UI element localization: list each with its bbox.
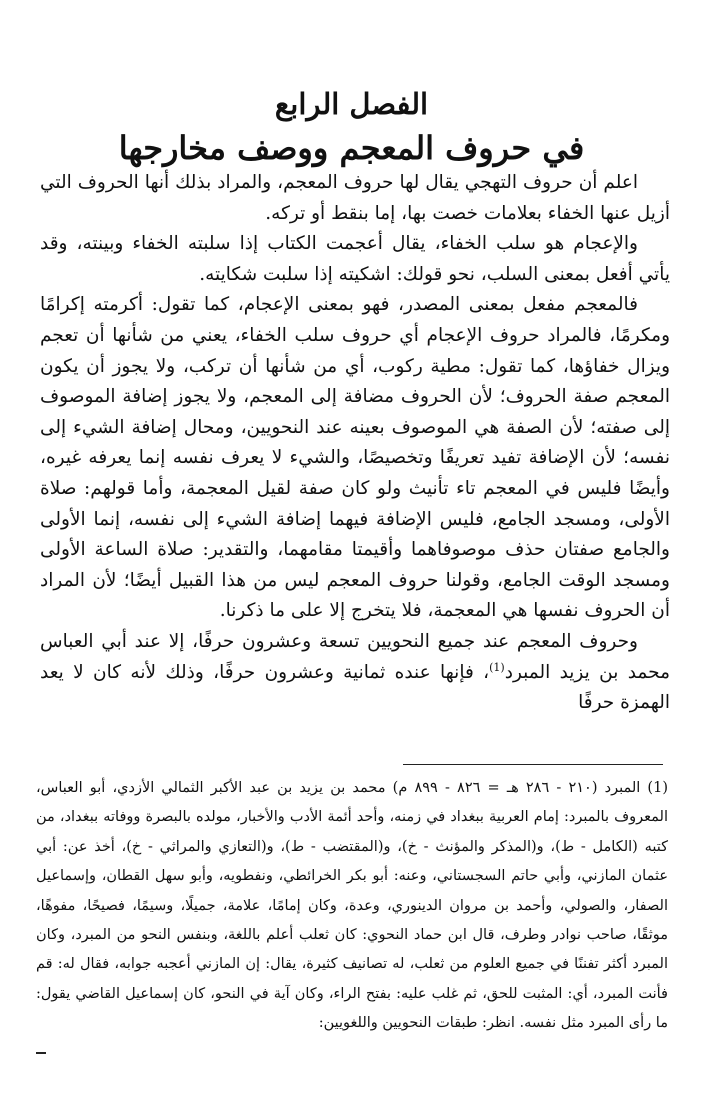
chapter-subtitle: في حروف المعجم ووصف مخارجها [118, 129, 585, 167]
paragraph-2: والإعجام هو سلب الخفاء، يقال أعجمت الكتاب إذا سلبته الخفاء وبينته، وقد يأتي أفعل بمعنى السلب، نحو قولك: اشكيته إذا سلبت شكايته. [40, 233, 670, 285]
footnote-separator [403, 764, 663, 765]
paragraph-4-start: وحروف المعجم عند جميع النحويين تسعة وعشرون حرفًا، إلا عند أبي العباس محمد بن يزيد المبرد [40, 630, 670, 683]
footnote-1: (1) المبرد (٢١٠ - ٢٨٦ هـ = ٨٢٦ - ٨٩٩ م) محمد بن يزيد بن عبد الأكبر الثمالي الأزدي، أبو العباس، المعروف بالمبرد: إمام العربية ببغداد في زمنه، وأحد أئمة الأدب والأخبار، مولده بالبصرة ووفاته ببغداد، من كتبه (الكامل - ط)، و(المذكر والمؤنث - خ)، و(المقتضب - ط)، و(التعازي والمراثي - خ)، أخذ عن: أبي عثمان المازني، وأبي حاتم السجستاني، وعنه: أبو بكر الخرائطي، ونفطويه، وأبو سهل القطان، وإسماعيل الصفار، والصولي، وأحمد بن مروان الدينوري، وعدة، وكان إمامًا، علامة، جميلًا، وسيمًا، فصيحًا، مفوهًا، موثقًا، صاحب نوادر وطرف، قال ابن حماد النحوي: كان ثعلب أعلم باللغة، وبنفس النحو من المبرد، وكان المبرد أكثر تفننًا في جميع العلوم من ثعلب، له تصانيف كثيرة، يقال: إن المازني أعجبه جوابه، فقال له: قم فأنت المبرد، أي: المثبت للحق، ثم غلب عليه: بفتح الراء، وكان آية في النحو، كان إسماعيل القاضي يقول: ما رأى المبرد مثل نفسه. انظر: طبقات النحويين واللغويين: [36, 780, 668, 1032]
main-text [40, 168, 670, 719]
paragraph-3: فالمعجم مفعل بمعنى المصدر، فهو بمعنى الإعجام، كما تقول: أكرمته إكرامًا ومكرمًا، فالمراد حروف الإعجام أي حروف سلب الخفاء، يعني من شأنها أن تعجم ويزال خفاؤها، كما تقول: مطية ركوب، أي من شأنها أن تركب، ولا يجوز أن يكون المعجم صفة الحروف؛ لأن الحروف مضافة إلى المعجم، ولا يجوز إضافة الموصوف إلى صفته؛ لأن الصفة هي الموصوف بعينه عند النحويين، ومحال إضافة الشيء إلى نفسه؛ لأن الإضافة تفيد تعريفًا وتخصيصًا، والشيء لا يعرف نفسه إنما يعرفه غيره، وأيضًا فليس في المعجم تاء تأنيث ولو كان صفة لقيل المعجمة، وأما قولهم: صلاة الأولى، ومسجد الجامع، فليس الإضافة فيهما إضافة الشيء إلى نفسه، إنما الأولى والجامع صفتان حذف موصوفاهما وأقيمتا مقامهما، والتقدير: صلاة الساعة الأولى ومسجد الوقت الجامع، وقولنا حروف المعجم ليس من هذا القبيل أيضًا؛ لأن المراد أن الحروف نفسها هي المعجمة، فلا يتخرج إلا على ما ذكرنا. [40, 294, 670, 622]
paragraph-4-end: ، فإنها عنده ثمانية وعشرون حرفًا، وذلك لأنه كان لا يعد الهمزة حرفًا [40, 661, 670, 714]
footnote-continuation-mark [36, 1052, 46, 1054]
paragraph-4 [40, 627, 670, 719]
footnotes [36, 774, 668, 1039]
paragraph-1: اعلم أن حروف التهجي يقال لها حروف المعجم، والمراد بذلك أنها الحروف التي أزيل عنها الخفاء بعلامات خصت بها، إما بنقط أو تركه. [40, 172, 670, 224]
footnote-reference: (1) [489, 660, 505, 674]
chapter-title: الفصل الرابع [274, 87, 429, 121]
